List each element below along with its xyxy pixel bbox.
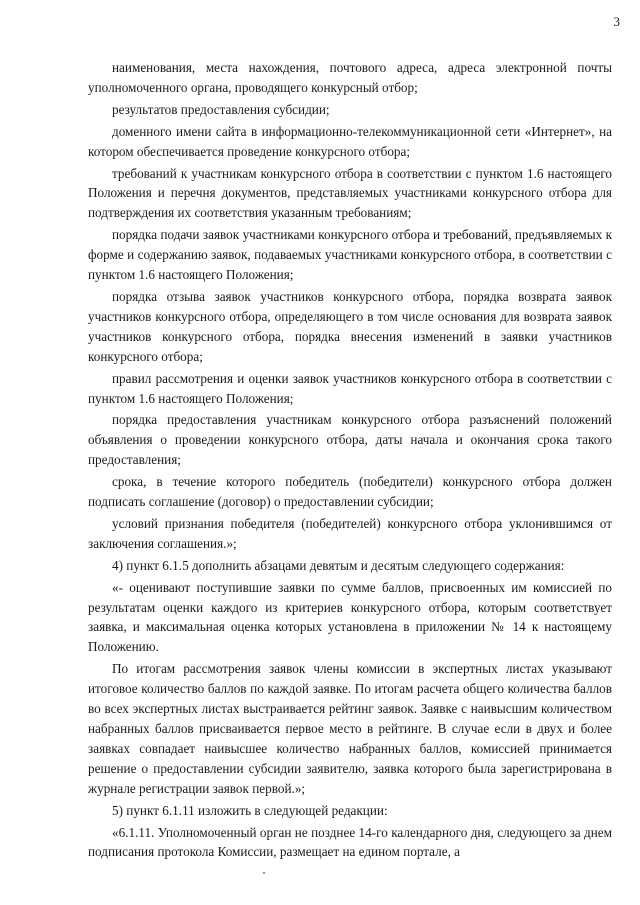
paragraph: По итогам рассмотрения заявок члены комиссии в экспертных листах указывают итоговое количество баллов по каждой заявке. По итогам расчета общего количества баллов во всех экспертных листах выстраивается рейтинг заявок. Заявке с наивысшим количеством набранных баллов присваивается первое место в рейтинге. В случае если в двух и более заявках совпадает наивысшее количество набранных баллов, комиссией принимается решение о предоставлении субсидии заявителю, заявка которого была зарегистрирована в журнале регистрации заявок первой.»; bbox=[88, 661, 612, 796]
paragraph: требований к участникам конкурсного отбора в соответствии с пунктом 1.6 настоящего Положения и перечня документов, представляемых участниками конкурсного отбора для подтверждения их соответствия указанным требованиям; bbox=[88, 165, 612, 221]
scan-dot bbox=[263, 872, 265, 874]
paragraph: наименования, места нахождения, почтового адреса, адреса электронной почты уполномоченного органа, проводящего конкурсный отбор; bbox=[88, 60, 612, 95]
paragraph: 4) пункт 6.1.5 дополнить абзацами девятым и десятым следующего содержания: bbox=[112, 557, 565, 573]
paragraph: порядка отзыва заявок участников конкурсного отбора, порядка возврата заявок участников конкурсного отбора, определяющего в том числе основания для возврата заявок участников конкурсного отбора, порядка внесения изменений в заявки участников конкурсного отбора; bbox=[88, 288, 612, 364]
paragraph: условий признания победителя (победителей) конкурсного отбора уклонившимся от заключения соглашения.»; bbox=[88, 515, 612, 551]
paragraph: результатов предоставления субсидии; bbox=[112, 101, 330, 117]
paragraph: правил рассмотрения и оценки заявок участников конкурсного отбора в соответствии с пунктом 1.6 настоящего Положения; bbox=[88, 370, 612, 406]
paragraph: порядка подачи заявок участниками конкурсного отбора и требований, предъявляемых к форме и содержанию заявок, подаваемых участниками конкурсного отбора, в соответствии с пунктом 1.6 настоящего Положения; bbox=[88, 227, 612, 283]
page-number: 3 bbox=[613, 14, 620, 29]
paragraph: «6.1.11. Уполномоченный орган не позднее 14-го календарного дня, следующего за днем подписания протокола Комиссии, размещает на едином портале, а bbox=[88, 824, 612, 860]
paragraph: доменного имени сайта в информационно-телекоммуникационной сети «Интернет», на котором обеспечивается проведение конкурсного отбора; bbox=[88, 123, 612, 159]
paragraph: срока, в течение которого победитель (победители) конкурсного отбора должен подписать соглашение (договор) о предоставлении субсидии; bbox=[88, 474, 612, 510]
paragraph: 5) пункт 6.1.11 изложить в следующей редакции: bbox=[112, 802, 388, 818]
document-body bbox=[88, 58, 612, 864]
paragraph: «- оценивают поступившие заявки по сумме баллов, присвоенных им комиссией по результатам оценки каждого из критериев конкурсного отбора, которым соответствует заявка, и максимальная оценка которых установлена в приложении № 14 к настоящему Положению. bbox=[88, 579, 612, 655]
paragraph: порядка предоставления участникам конкурсного отбора разъяснений положений объявления о проведении конкурсного отбора, даты начала и окончания срока такого предоставления; bbox=[88, 412, 612, 468]
